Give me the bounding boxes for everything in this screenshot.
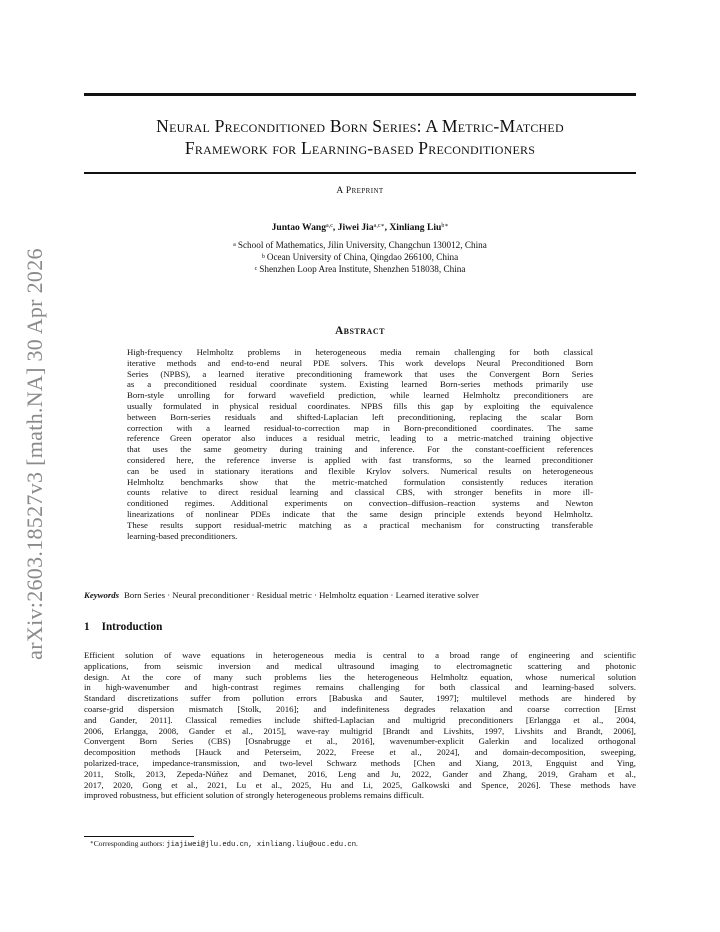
author-name: Jiwei Jia	[337, 222, 374, 233]
abstract-body	[127, 347, 593, 541]
abstract-line: linearizations of nonlinear PDEs indicate that the same design principle extends beyond Helmholtz.	[127, 508, 593, 519]
affiliation-text: School of Mathematics, Jilin University, Changchun 130012, China	[237, 240, 487, 250]
affiliation-mark: a	[233, 242, 236, 248]
footnote-rule	[84, 836, 194, 837]
abstract-line: Born-style unrolling for forward wavefield prediction, while learned Helmholtz preconditioners are	[127, 390, 593, 401]
author-affiliation-mark: a,c	[326, 223, 333, 229]
abstract-line: correction with a learned residual-to-correction map in Born-preconditioned coordinates. The same	[127, 422, 593, 433]
footnote-end: .	[356, 839, 358, 848]
introduction-line: 2006, Erlangga, 2008, Gander et al., 2015], wave-ray multigrid [Brandt and Livshits, 1997, Livshits and Brandt, 2006],	[84, 725, 636, 736]
affiliation	[84, 251, 636, 263]
introduction-line: design. At the core of many such problems lies the heterogeneous Helmholtz equation, whose numerical solution	[84, 671, 636, 682]
affiliation-text: Ocean University of China, Qingdao 266100, China	[266, 252, 459, 263]
introduction-line: 2017, 2020, Gong et al., 2021, Lu et al., 2025, Hu and Li, 2025, Galkowski and Spence, 2026]. These methods have	[84, 779, 636, 790]
section-heading	[84, 621, 636, 633]
introduction-line: applications, from seismic inversion and medical ultrasound imaging to electromagnetic scattering and photonic	[84, 660, 636, 671]
keywords-text: Born Series · Neural preconditioner · Residual metric · Helmholtz equation · Learned iterative solver	[124, 590, 479, 600]
abstract-line: learning-based preconditioners.	[127, 530, 238, 541]
section-number: 1	[84, 621, 90, 633]
title-line-2: Framework for Learning-based Preconditioners	[184, 138, 536, 158]
introduction-body	[84, 650, 636, 801]
section-title: Introduction	[101, 621, 163, 633]
keywords-label: Keywords	[84, 590, 119, 600]
abstract-line: counts relative to direct residual learning and classical CBS, with stronger benefits in more ill-	[127, 487, 593, 498]
abstract-line: These results support residual-metric matching as a practical mechanism for constructing transferable	[127, 519, 593, 530]
abstract-line: can be used in stationary iterations and flexible Krylov solvers. Numerical results on heterogeneous	[127, 465, 593, 476]
affiliation-mark: c	[254, 266, 258, 273]
introduction-line: decomposition methods [Hauck and Peterseim, 2022, Freese et al., 2024], and domain-decomposition, sweeping,	[84, 747, 636, 758]
introduction-line: improved robustness, but efficient solution of strongly heterogeneous problems remains difficult.	[84, 790, 424, 801]
abstract-line: between Born-series residuals and shifted-Laplacian left preconditioning, replacing the scalar Born	[127, 411, 593, 422]
affiliation	[84, 263, 636, 275]
abstract-line: reference Green operator also induces a residual metric, leading to a metric-matched training objective	[127, 433, 593, 444]
abstract-line: High-frequency Helmholtz problems in heterogeneous media remain challenging for both classical	[127, 347, 593, 357]
affiliation-list	[84, 239, 636, 276]
title-top-rule	[84, 93, 636, 96]
affiliation-mark: b	[261, 254, 265, 261]
abstract-line: iterative methods and end-to-end neural PDE solvers. This work develops Neural Preconditioned Born	[127, 357, 593, 368]
title-line-1: Neural Preconditioned Born Series: A Metric-Matched	[156, 116, 564, 136]
title-bottom-rule	[84, 172, 636, 174]
arxiv-identifier: arXiv:2603.18527v3 [math.NA] 30 Apr 2026	[22, 247, 47, 660]
abstract-line: considered here, the reference inverse is applied with fast transforms, so the learned preconditioner	[127, 454, 593, 465]
arxiv-identifier-sidebar	[22, 241, 48, 666]
introduction-line: coarse-grid dispersion mismatch [Stolk, 2016]; and indefiniteness degrades relaxation and coarse correction [Ernst	[84, 703, 636, 714]
author-separator: ,	[384, 222, 390, 233]
introduction-line: Standard discretizations suffer from pollution errors [Babuska and Sauter, 1997]; multilevel methods are hindered by	[84, 693, 636, 704]
affiliation-text: Shenzhen Loop Area Institute, Shenzhen 518038, China	[259, 264, 466, 275]
paper-title	[84, 115, 636, 159]
abstract-line: Helmholtz benchmarks show that the metric-matched formulation consistently reduces iteration	[127, 476, 593, 487]
footnote-emails: jiajiwei@jlu.edu.cn, xinliang.liu@ouc.edu.cn	[166, 841, 357, 849]
abstract-line: usually formulated in physical residual coordinates. NPBS fills this gap by exploiting the equivalence	[127, 400, 593, 411]
introduction-line: and Gander, 2011]. Classical remedies include shifted-Laplacian and multigrid preconditioners [Erlangga et al., 2004,	[84, 714, 636, 725]
preprint-label: A Preprint	[336, 186, 384, 196]
abstract-heading: Abstract	[335, 325, 385, 337]
introduction-line: 2011, Stolk, 2013, Zepeda-Núñez and Demanet, 2016, Leng and Ju, 2022, Gander and Zhang, 2019, Graham et al.,	[84, 768, 636, 779]
abstract-line: that uses the same geometry during training and inference. For the constant-coefficient references	[127, 444, 593, 455]
affiliation	[84, 239, 636, 251]
footnote-label: Corresponding authors:	[93, 839, 167, 848]
author-separator: ,	[332, 222, 338, 233]
introduction-line: in high-wavenumber and high-contrast regimes remains challenging for both classical and learning-based solvers.	[84, 682, 636, 693]
introduction-line: Efficient solution of wave equations in heterogeneous media is central to a broad range of engineering and scientific	[84, 650, 636, 660]
keywords	[84, 590, 636, 600]
footnote	[90, 839, 630, 849]
author-affiliation-mark: a,c∗	[373, 223, 385, 229]
footnote-mark: ∗	[90, 840, 94, 846]
abstract-line: as a preconditioned residual coordinate system. Existing learned Born-series methods primarily use	[127, 379, 593, 390]
abstract-line: Series (NPBS), a learned iterative preconditioning framework that uses the Convergent Born Series	[127, 368, 593, 379]
author-affiliation-mark: b∗	[441, 223, 449, 229]
introduction-line: Convergent Born Series (CBS) [Osnabrugge et al., 2016], wavenumber-explicit Galerkin and localized orthogonal	[84, 736, 636, 747]
author-name: Xinliang Liu	[389, 222, 442, 233]
abstract-line: conditioned regimes. Additional experiments on convection–diffusion–reaction systems and Newton	[127, 498, 593, 509]
author-list	[84, 222, 636, 233]
author-name: Juntao Wang	[271, 222, 327, 233]
introduction-line: polarized-trace, impedance-transmission, and two-level Schwarz methods [Chen and Xiang, 2013, Engquist and Ying,	[84, 757, 636, 768]
